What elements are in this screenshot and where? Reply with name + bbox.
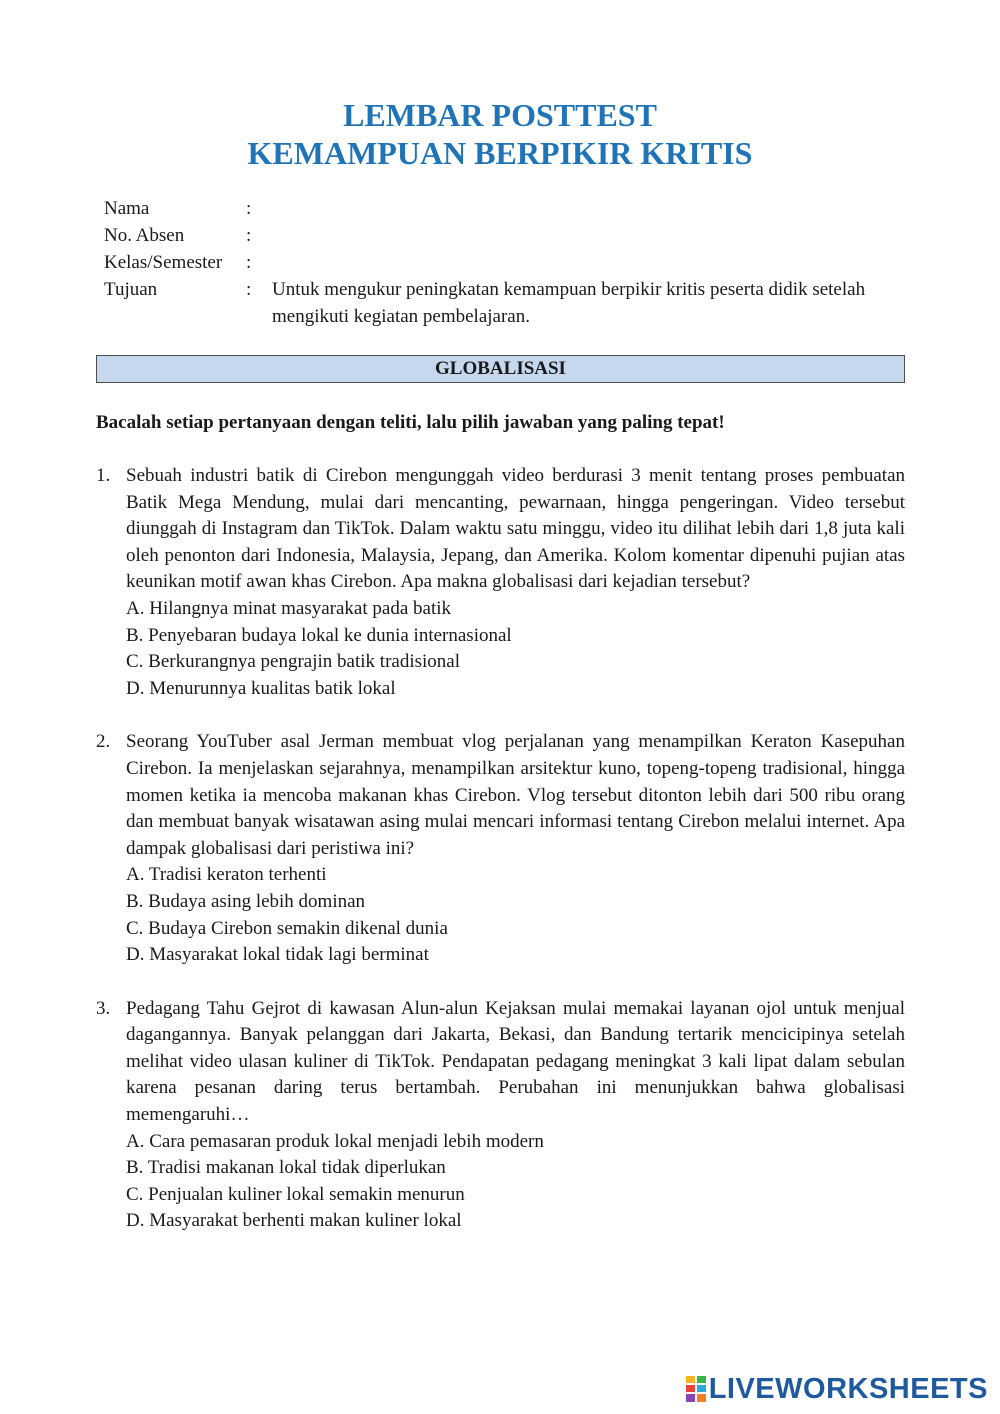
option-b[interactable]: B. Tradisi makanan lokal tidak diperlukan (126, 1157, 446, 1179)
option-b[interactable]: B. Penyebaran budaya lokal ke dunia internasional (126, 624, 512, 646)
info-row-nama (104, 195, 904, 222)
worksheet-title (0, 96, 1000, 172)
option-a[interactable]: A. Cara pemasaran produk lokal menjadi lebih modern (126, 1130, 544, 1152)
info-value-nama[interactable] (272, 195, 904, 222)
instruction-text: Bacalah setiap pertanyaan dengan teliti, lalu pilih jawaban yang paling tepat! (96, 412, 725, 433)
info-colon: : (246, 252, 252, 273)
question-text: Seorang YouTuber asal Jerman membuat vlog perjalanan yang menampilkan Keraton Kasepuhan Cirebon. Ia menjelaskan sejarahnya, menampilkan arsitektur kuno, topeng-topeng tradisional, hingga momen ketika ia mencoba makanan khas Cirebon. Vlog tersebut ditonton lebih dari 500 ribu orang dan membuat banyak wisatawan asing mulai mencari informasi tentang Cirebon melalui internet. Apa dampak globalisasi dari peristiwa ini? (126, 731, 905, 859)
option-d[interactable]: D. Masyarakat berhenti makan kuliner lokal (126, 1210, 462, 1232)
question-text: Pedagang Tahu Gejrot di kawasan Alun-alun Kejaksan mulai memakai layanan ojol untuk menjual dagangannya. Banyak pelanggan dari Jakarta, Bekasi, dan Bandung tertarik mencicipinya setelah melihat video ulasan kuliner di TikTok. Pendapatan pedagang meningkat 3 kali lipat dalam sebulan karena pesanan daring terus bertambah. Perubahan ini menunjukkan bahwa globalisasi memengaruhi… (126, 997, 905, 1126)
info-label: Kelas/Semester (104, 252, 223, 273)
question-1 (96, 463, 905, 702)
question-number: 1. (96, 465, 111, 486)
info-value-kelas[interactable] (272, 249, 904, 276)
option-b[interactable]: B. Budaya asing lebih dominan (126, 890, 366, 912)
liveworksheets-brand[interactable] (686, 1374, 988, 1404)
info-colon: : (246, 198, 252, 219)
info-value-tujuan: Untuk mengukur peningkatan kemampuan berpikir kritis peserta didik setelah mengikuti kegiatan pembelajaran. (272, 279, 866, 327)
info-colon: : (246, 225, 252, 246)
brand-name: LIVEWORKSHEETS (708, 1372, 988, 1405)
info-label: Nama (104, 198, 150, 219)
info-label: Tujuan (104, 279, 158, 300)
info-row-tujuan (104, 276, 904, 330)
question-list (96, 463, 905, 1262)
option-c[interactable]: C. Berkurangnya pengrajin batik tradisional (126, 651, 460, 673)
option-a[interactable]: A. Tradisi keraton terhenti (126, 864, 327, 886)
title-line-1: LEMBAR POSTTEST (343, 97, 657, 133)
option-c[interactable]: C. Budaya Cirebon semakin dikenal dunia (126, 917, 448, 939)
info-row-kelas (104, 249, 904, 276)
info-row-absen (104, 222, 904, 249)
option-c[interactable]: C. Penjualan kuliner lokal semakin menurun (126, 1183, 465, 1205)
info-label: No. Absen (104, 225, 185, 246)
title-line-2: KEMAMPUAN BERPIKIR KRITIS (247, 135, 753, 171)
question-number: 3. (96, 997, 111, 1019)
question-number: 2. (96, 731, 111, 753)
question-text: Sebuah industri batik di Cirebon mengunggah video berdurasi 3 menit tentang proses pembuatan Batik Mega Mendung, mulai dari mencanting, pewarnaan, hingga pengeringan. Video tersebut diunggah di Instagram dan TikTok. Dalam waktu satu minggu, video itu dilihat lebih dari 1,8 juta kali oleh penonton dari Indonesia, Malaysia, Jepang, dan Amerika. Kolom komentar dipenuhi pujian atas keunikan motif awan khas Cirebon. Apa makna globalisasi dari kejadian tersebut? (126, 465, 905, 593)
question-3 (96, 996, 905, 1235)
liveworksheets-logo-icon (686, 1376, 706, 1402)
option-a[interactable]: A. Hilangnya minat masyarakat pada batik (126, 597, 452, 619)
info-colon: : (246, 279, 252, 300)
section-title: GLOBALISASI (96, 355, 905, 383)
info-value-absen[interactable] (272, 222, 904, 249)
option-d[interactable]: D. Masyarakat lokal tidak lagi berminat (126, 944, 429, 966)
option-d[interactable]: D. Menurunnya kualitas batik lokal (126, 677, 396, 699)
question-2 (96, 729, 905, 968)
student-info (104, 195, 904, 330)
